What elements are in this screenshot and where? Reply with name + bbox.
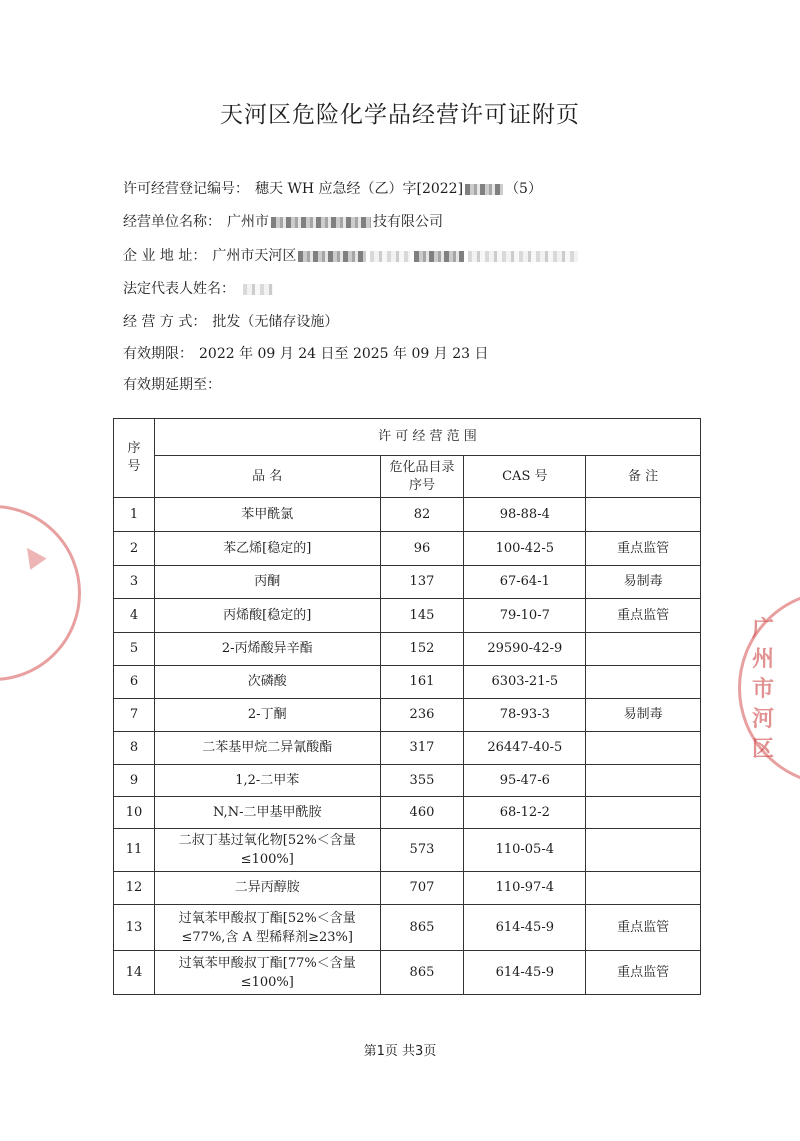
page-footer: 第1页 共3页 [363,1044,437,1059]
cell-catalog: 161 [380,666,464,699]
table-row [114,532,701,566]
table-row [114,765,701,797]
cell-name: 丙烯酸[稳定的] [154,599,380,633]
header-cas: CAS 号 [464,456,586,498]
table-column-row [114,456,701,498]
cell-note [586,732,701,765]
cell-name: 丙酮 [154,566,380,599]
table-row [114,566,701,599]
cell-cas: 68-12-2 [464,797,586,829]
validity-line [123,343,488,363]
address-line [123,245,580,265]
scope-table [113,418,701,995]
header-catalog: 危化品目录序号 [380,456,464,498]
cell-name: 二苯基甲烷二异氰酸酯 [154,732,380,765]
cell-note: 重点监管 [586,951,701,995]
cell-name: 过氧苯甲酸叔丁酯[52%＜含量≤77%,含 A 型稀释剂≥23%] [154,905,380,951]
cell-catalog: 145 [380,599,464,633]
extension-label: 有效期延期至： [123,377,221,393]
cell-cas: 29590-42-9 [464,633,586,666]
cell-seq: 1 [114,498,155,532]
table-row [114,905,701,951]
cell-name: 过氧苯甲酸叔丁酯[77%＜含量≤100%] [154,951,380,995]
redacted-number [465,184,503,195]
cell-seq: 13 [114,905,155,951]
cell-catalog: 96 [380,532,464,566]
cell-cas: 78-93-3 [464,699,586,732]
cell-name: N,N-二甲基甲酰胺 [154,797,380,829]
table-row [114,633,701,666]
cell-name: 2-丁酮 [154,699,380,732]
cell-note [586,765,701,797]
cell-seq: 9 [114,765,155,797]
red-seal-right-text: 广州市河区 [752,617,775,762]
permit-number-line [123,178,542,198]
cell-note: 易制毒 [586,699,701,732]
cell-catalog: 82 [380,498,464,532]
cell-note: 重点监管 [586,905,701,951]
cell-cas: 67-64-1 [464,566,586,599]
permit-number-suffix: （5） [505,181,542,197]
red-seal-left [0,505,81,681]
page-title: 天河区危险化学品经营许可证附页 [220,102,580,128]
cell-catalog: 236 [380,699,464,732]
redacted-address-4 [468,251,578,262]
redacted-company [271,217,371,228]
table-row [114,732,701,765]
cell-cas: 26447-40-5 [464,732,586,765]
table-row [114,699,701,732]
cell-name: 二异丙醇胺 [154,872,380,905]
legal-rep-line [123,278,275,298]
cell-seq: 12 [114,872,155,905]
cell-cas: 100-42-5 [464,532,586,566]
redacted-address-1 [298,251,366,262]
table-row [114,599,701,633]
cell-cas: 614-45-9 [464,905,586,951]
operation-mode-value: 批发（无储存设施） [212,314,339,330]
cell-seq: 14 [114,951,155,995]
table-row [114,797,701,829]
cell-seq: 8 [114,732,155,765]
red-seal-left-mark: ▲ [15,536,49,574]
cell-catalog: 317 [380,732,464,765]
cell-note [586,872,701,905]
cell-catalog: 460 [380,797,464,829]
cell-cas: 110-05-4 [464,829,586,872]
company-name-prefix: 广州市 [227,214,269,230]
address-label: 企 业 地 址： [123,248,207,264]
cell-note: 重点监管 [586,532,701,566]
cell-seq: 10 [114,797,155,829]
cell-seq: 7 [114,699,155,732]
header-scope: 许 可 经 营 范 围 [154,419,700,456]
cell-name: 二叔丁基过氧化物[52%＜含量≤100%] [154,829,380,872]
address-prefix: 广州市天河区 [212,248,297,264]
cell-name: 苯甲酰氯 [154,498,380,532]
cell-note: 重点监管 [586,599,701,633]
cell-name: 2-丙烯酸异辛酯 [154,633,380,666]
table-row [114,829,701,872]
header-name: 品 名 [154,456,380,498]
cell-name: 1,2-二甲苯 [154,765,380,797]
cell-seq: 2 [114,532,155,566]
table-row [114,666,701,699]
company-name-suffix: 技有限公司 [373,214,443,230]
cell-name: 次磷酸 [154,666,380,699]
cell-note [586,633,701,666]
redacted-address-2 [370,251,410,262]
cell-note [586,797,701,829]
operation-mode-line [123,311,338,331]
company-name-line [123,211,443,231]
company-name-label: 经营单位名称： [123,214,221,230]
cell-catalog: 152 [380,633,464,666]
cell-note [586,666,701,699]
redacted-address-3 [414,251,464,262]
header-seq: 序号 [114,419,155,498]
extension-line [123,374,221,394]
cell-cas: 98-88-4 [464,498,586,532]
table-row [114,498,701,532]
cell-seq: 6 [114,666,155,699]
cell-catalog: 573 [380,829,464,872]
cell-seq: 5 [114,633,155,666]
cell-catalog: 865 [380,951,464,995]
cell-seq: 11 [114,829,155,872]
cell-catalog: 865 [380,905,464,951]
cell-cas: 614-45-9 [464,951,586,995]
table-row [114,872,701,905]
operation-mode-label: 经 营 方 式： [123,314,207,330]
cell-name: 苯乙烯[稳定的] [154,532,380,566]
cell-catalog: 707 [380,872,464,905]
cell-cas: 95-47-6 [464,765,586,797]
cell-catalog: 137 [380,566,464,599]
permit-number-label: 许可经营登记编号： [123,181,249,197]
redacted-legal-rep [243,284,273,295]
cell-cas: 6303-21-5 [464,666,586,699]
validity-value: 2022 年 09 月 24 日至 2025 年 09 月 23 日 [199,346,489,362]
cell-catalog: 355 [380,765,464,797]
table-row [114,951,701,995]
validity-label: 有效期限： [123,346,193,362]
cell-cas: 79-10-7 [464,599,586,633]
permit-number-value: 穗天 WH 应急经（乙）字[2022] [255,181,464,197]
cell-note [586,829,701,872]
cell-note: 易制毒 [586,566,701,599]
cell-seq: 4 [114,599,155,633]
cell-note [586,498,701,532]
cell-seq: 3 [114,566,155,599]
cell-cas: 110-97-4 [464,872,586,905]
header-note: 备 注 [586,456,701,498]
legal-rep-label: 法定代表人姓名： [123,281,235,297]
table-header-row [114,419,701,456]
